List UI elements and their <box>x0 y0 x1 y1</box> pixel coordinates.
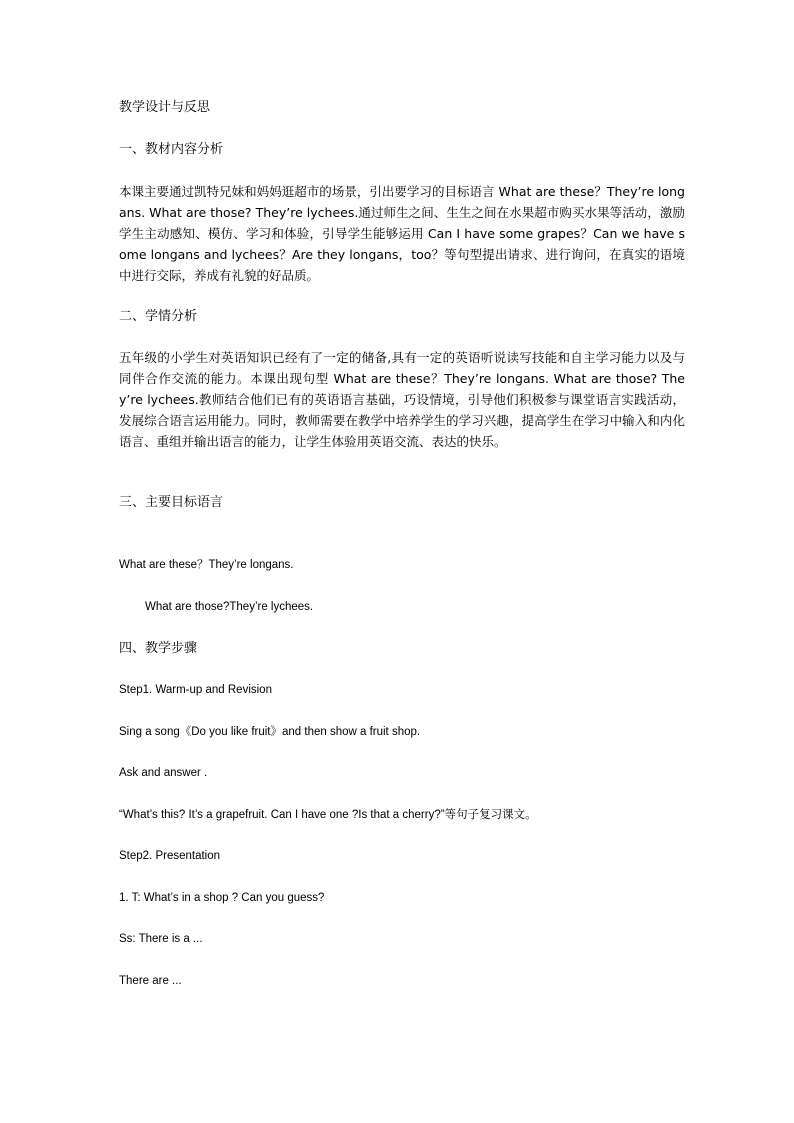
step2-title: Step2. Presentation <box>119 850 221 862</box>
step1-sing: Sing a song《Do you like fruit》and then show a fruit shop. <box>119 726 421 738</box>
section-heading-students: 二、学情分析 <box>119 309 198 324</box>
step2-question: 1. T: What’s in a shop ? Can you guess? <box>119 892 325 904</box>
target-sentence-2: What are those?They’re lychees. <box>145 601 314 613</box>
document-title: 教学设计与反思 <box>119 100 211 115</box>
section-heading-analysis: 一、教材内容分析 <box>119 142 224 157</box>
analysis-paragraph: 本课主要通过凯特兄妹和妈妈逛超市的场景，引出要学习的目标语言 What are these？They’re longans. What are those? They’re lychees.通过师生之间、生生之间在水果超市购买水果等活动，激励学生主动感知、模仿、学习和体验，引导学生能够运用 Can I have some grapes？Can we have some longans and lychees？Are they longans，too？等句型提出请求、进行询问，在真实的语境中进行交际，养成有礼貌的好品质。 <box>119 184 685 283</box>
target-sentence-1: What are these？They’re longans. <box>119 559 294 571</box>
step1-ask: Ask and answer . <box>119 767 208 779</box>
section-heading-target: 三、主要目标语言 <box>119 495 224 510</box>
step2-students-answer: Ss: There is a ... <box>119 933 203 945</box>
step1-title: Step1. Warm-up and Revision <box>119 684 272 696</box>
step1-quote: “What’s this? It’s a grapefruit. Can I have one ?Is that a cherry?”等句子复习课文。 <box>119 809 537 821</box>
section-heading-steps: 四、教学步骤 <box>119 641 198 656</box>
students-paragraph: 五年级的小学生对英语知识已经有了一定的储备,具有一定的英语听说读写技能和自主学习能力以及与同伴合作交流的能力。本课出现句型 What are these？They’re longans. What are those? They’re lychees.教师结合他们已有的英语语言基础，巧设情境，引导他们积极参与课堂语言实践活动，发展综合语言运用能力。同时，教师需要在教学中培养学生的学习兴趣，提高学生在学习中输入和内化语言、重组并输出语言的能力，让学生体验用英语交流、表达的快乐。 <box>119 350 685 449</box>
step2-there-are: There are ... <box>119 975 182 987</box>
